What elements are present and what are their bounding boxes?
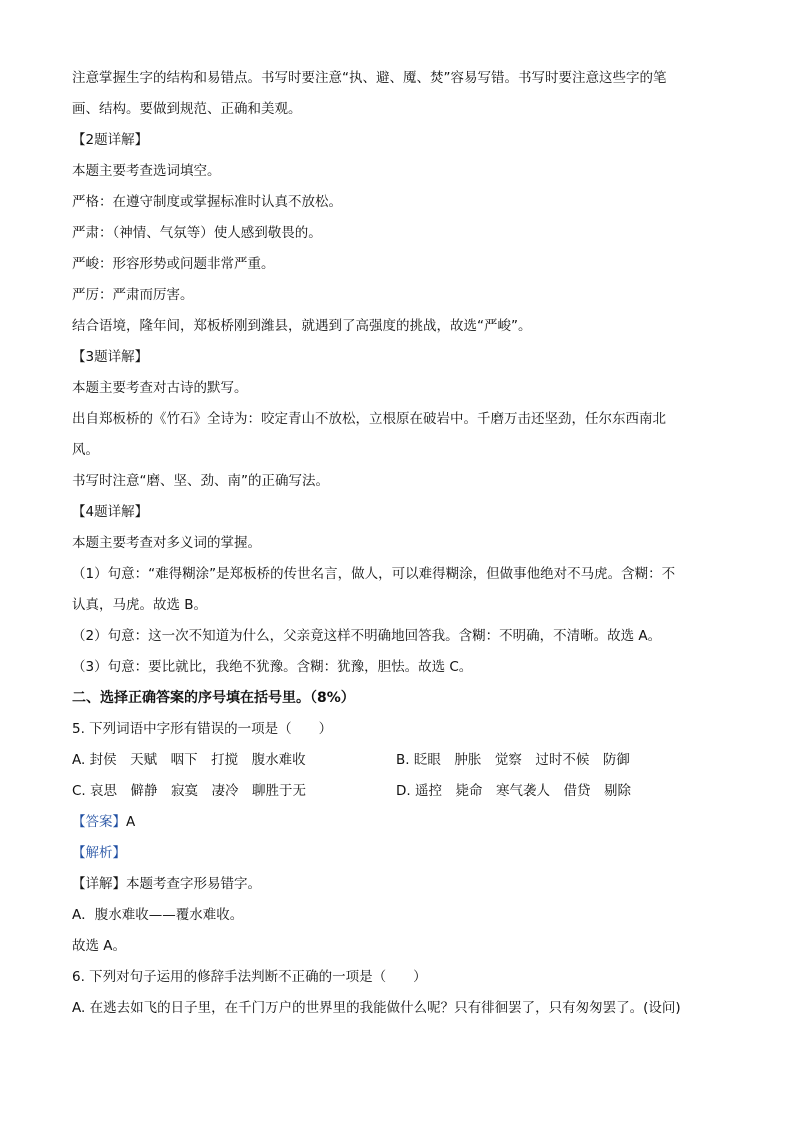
detail-line xyxy=(72,869,722,900)
text-line: 注意掌握生字的结构和易错点。书写时要注意“执、避、魇、焚”容易写错。书写时要注意这些字的笔 xyxy=(72,70,667,86)
text-line: 出自郑板桥的《竹石》全诗为：咬定青山不放松，立根原在破岩中。千磨万击还坚劲，任尔东西南北 xyxy=(72,411,666,427)
text-line: （3）句意：要比就比，我绝不犹豫。含糊：犹豫，胆怯。故选 C。 xyxy=(72,659,473,675)
option-c: C. 哀思 僻静 寂寞 凄冷 聊胜于无 xyxy=(72,783,307,799)
text-line: 严厉：严肃而厉害。 xyxy=(72,287,194,303)
analysis-tag: 【解析】 xyxy=(72,845,126,861)
text-line: 认真，马虎。故选 B。 xyxy=(72,597,208,613)
detail-tag: 【详解】 xyxy=(72,876,126,892)
detail-text: 本题考查字形易错字。 xyxy=(126,876,261,892)
text-line: 风。 xyxy=(72,442,99,458)
question-5-options-row-2 xyxy=(72,776,722,807)
answer-value: A xyxy=(126,814,136,830)
section-two-title: 二、选择正确答案的序号填在括号里。（8%） xyxy=(72,690,355,706)
text-line: 故选 A。 xyxy=(72,938,127,954)
text-line: 本题主要考查对古诗的默写。 xyxy=(72,380,248,396)
analysis-line xyxy=(72,838,722,869)
option-a: A. 封侯 天赋 咽下 打搅 腹水难收 xyxy=(72,752,306,768)
option-d: D. 遥控 毙命 寒气袭人 借贷 剔除 xyxy=(396,783,631,799)
text-line: 严峻：形容形势或问题非常严重。 xyxy=(72,256,275,272)
q3-heading: 【3题详解】 xyxy=(72,349,149,365)
q4-heading: 【4题详解】 xyxy=(72,504,149,520)
answer-tag: 【答案】 xyxy=(72,814,126,830)
text-line: 本题主要考查选词填空。 xyxy=(72,163,221,179)
text-line: （1）句意：“难得糊涂”是郑板桥的传世名言，做人，可以难得糊涂，但做事他绝对不马虎。含糊：不 xyxy=(72,566,676,582)
question-5-options-row-1 xyxy=(72,745,722,776)
question-6-stem: 6. 下列对句子运用的修辞手法判断不正确的一项是（ ） xyxy=(72,969,427,985)
text-line: A．腹水难收——覆水难收。 xyxy=(72,907,244,923)
document-page xyxy=(72,63,722,1024)
text-line: 结合语境，隆年间，郑板桥刚到潍县，就遇到了高强度的挑战，故选“严峻”。 xyxy=(72,318,532,334)
q2-heading: 【2题详解】 xyxy=(72,132,149,148)
question-6-option-a: A. 在逃去如飞的日子里，在千门万户的世界里的我能做什么呢？只有徘徊罢了，只有匆匆罢了。(设问) xyxy=(72,1000,681,1016)
text-line: 画、结构。要做到规范、正确和美观。 xyxy=(72,101,302,117)
text-line: 书写时注意“磨、坚、劲、南”的正确写法。 xyxy=(72,473,329,489)
question-5-stem: 5. 下列词语中字形有错误的一项是（ ） xyxy=(72,721,333,737)
text-line: 本题主要考查对多义词的掌握。 xyxy=(72,535,261,551)
answer-line xyxy=(72,807,722,838)
text-line: （2）句意：这一次不知道为什么，父亲竟这样不明确地回答我。含糊：不明确，不清晰。故选 A。 xyxy=(72,628,662,644)
text-line: 严格：在遵守制度或掌握标准时认真不放松。 xyxy=(72,194,342,210)
option-b: B. 眨眼 肿胀 觉察 过时不候 防御 xyxy=(396,752,630,768)
text-line: 严肃：（神情、气氛等）使人感到敬畏的。 xyxy=(72,225,322,241)
